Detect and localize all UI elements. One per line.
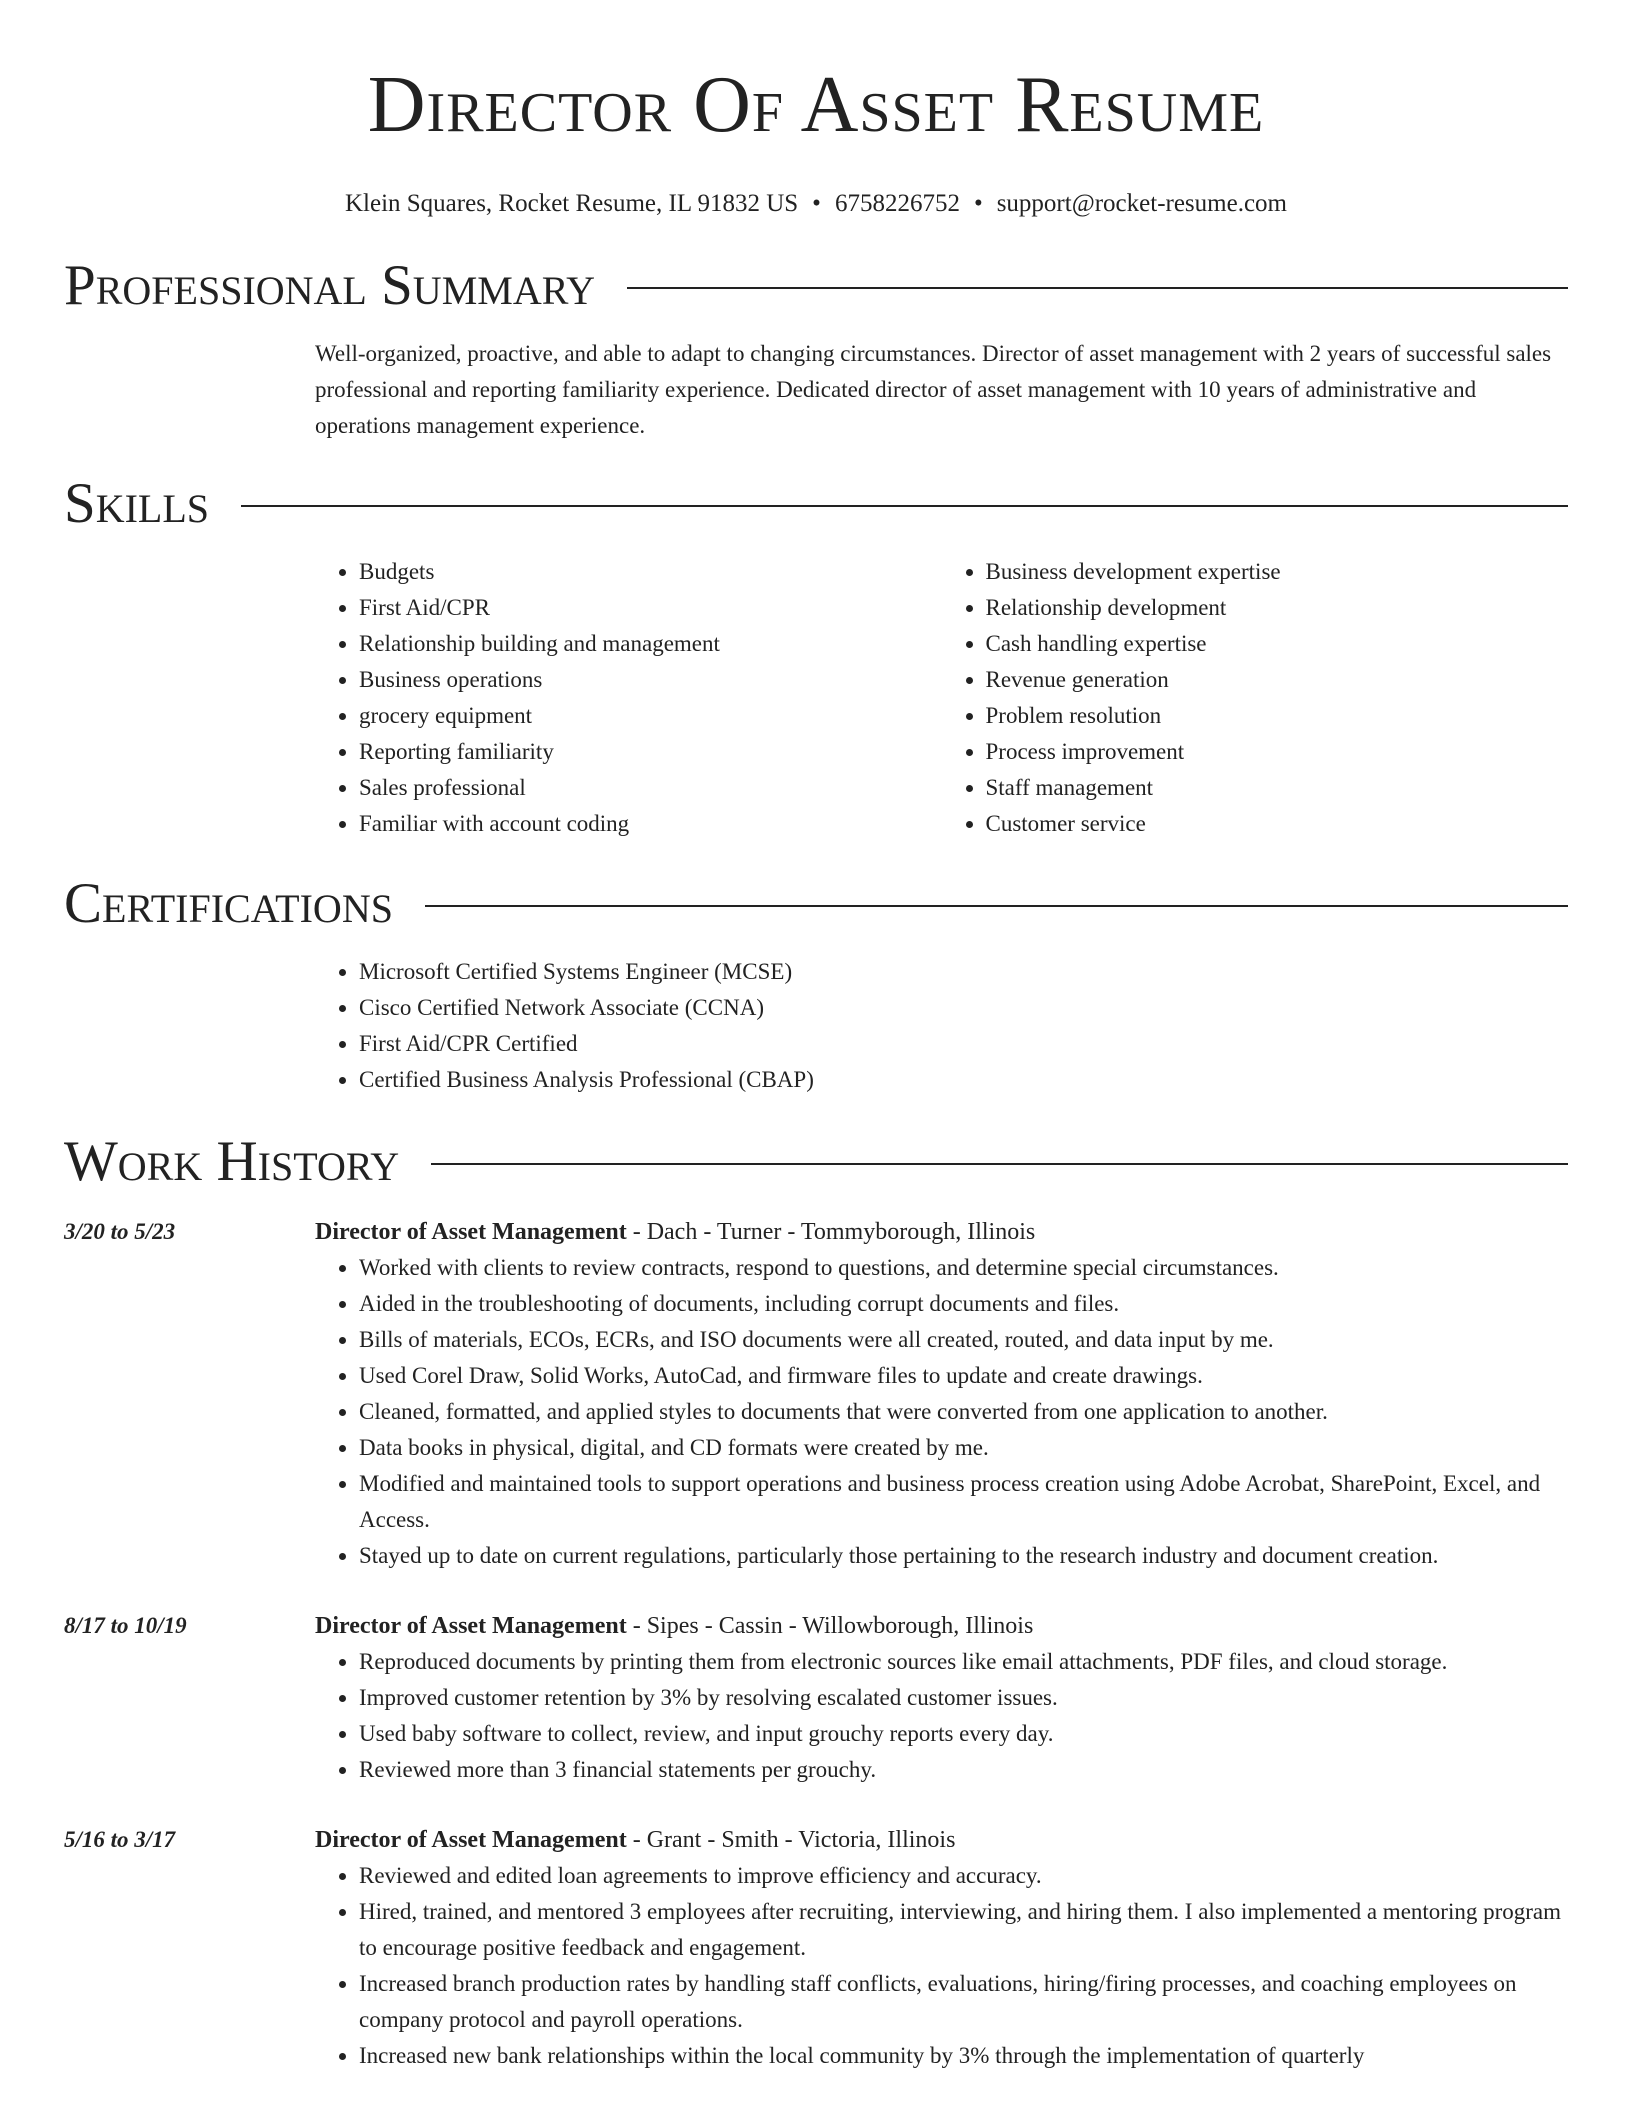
section-divider xyxy=(627,287,1568,289)
skill-item: • Business operations xyxy=(359,662,942,698)
job-body xyxy=(315,1214,1568,1574)
section-divider xyxy=(425,905,1568,907)
job-company: - Dach - Turner - Tommyborough, Illinois xyxy=(626,1219,1036,1245)
job-bullet: • Reviewed and edited loan agreements to improve efficiency and accuracy. xyxy=(359,1858,1568,1894)
work-section-header xyxy=(64,1130,1568,1194)
contact-address: Klein Squares, Rocket Resume, IL 91832 US xyxy=(344,190,799,217)
skill-item: • Sales professional xyxy=(359,770,942,806)
job-entry xyxy=(64,1822,1568,2074)
skill-item: • Business development expertise xyxy=(986,554,1569,590)
certification-item: • Cisco Certified Network Associate (CCNA) xyxy=(359,990,1568,1026)
job-bullet: • Aided in the troubleshooting of documents, including corrupt documents and files. xyxy=(359,1286,1568,1322)
contact-separator: • xyxy=(973,190,983,217)
skill-item: • Budgets xyxy=(359,554,942,590)
work-heading: Work History xyxy=(64,1130,400,1193)
job-bullet: • Increased new bank relationships within the local community by 3% through the implementation of quarterly xyxy=(359,2038,1568,2074)
job-bullet: • Stayed up to date on current regulations, particularly those pertaining to the research industry and document creation. xyxy=(359,1538,1568,1574)
job-bullets xyxy=(315,1250,1568,1574)
document-title: Director Of Asset Resume xyxy=(367,61,1265,149)
job-role: Director of Asset Management xyxy=(315,1827,627,1853)
certifications-heading: Certifications xyxy=(64,872,393,935)
job-body xyxy=(315,1608,1568,1788)
job-bullets xyxy=(315,1644,1568,1788)
summary-body xyxy=(315,336,1568,444)
section-divider xyxy=(431,1163,1568,1165)
job-bullet: • Worked with clients to review contracts, respond to questions, and determine special circumstances. xyxy=(359,1250,1568,1286)
skill-item: • First Aid/CPR xyxy=(359,590,942,626)
job-dates: 8/17 to 10/19 xyxy=(64,1613,187,1638)
skills-left-list xyxy=(315,554,942,842)
skills-right-list xyxy=(942,554,1569,842)
job-entry xyxy=(64,1608,1568,1788)
summary-section-header xyxy=(64,254,1568,318)
certifications-section-header xyxy=(64,872,1568,936)
job-bullet: • Hired, trained, and mentored 3 employees after recruiting, interviewing, and hiring them. I also implemented a mentoring program to encourage positive feedback and engagement. xyxy=(359,1894,1568,1966)
skill-item: • Reporting familiarity xyxy=(359,734,942,770)
certification-item: • First Aid/CPR Certified xyxy=(359,1026,1568,1062)
contact-phone: 6758226752 xyxy=(834,190,960,217)
job-role: Director of Asset Management xyxy=(315,1613,627,1639)
resume-page xyxy=(64,0,1568,2074)
skills-heading: Skills xyxy=(64,472,210,535)
certification-item: • Microsoft Certified Systems Engineer (MCSE) xyxy=(359,954,1568,990)
job-bullet: • Reviewed more than 3 financial statements per grouchy. xyxy=(359,1752,1568,1788)
job-bullet: • Bills of materials, ECOs, ECRs, and ISO documents were all created, routed, and data input by me. xyxy=(359,1322,1568,1358)
job-bullet: • Cleaned, formatted, and applied styles to documents that were converted from one application to another. xyxy=(359,1394,1568,1430)
summary-text: Well-organized, proactive, and able to adapt to changing circumstances. Director of asset management with 2 years of successful sales professional and reporting familiarity experience. Dedicated director of asset management with 10 years of administrative and operations management experience. xyxy=(315,341,1552,438)
certifications-body xyxy=(315,954,1568,1098)
skills-grid xyxy=(315,554,1568,842)
job-bullet: • Increased branch production rates by handling staff conflicts, evaluations, hiring/firing processes, and coaching employees on company protocol and payroll operations. xyxy=(359,1966,1568,2038)
skill-item: • Relationship development xyxy=(986,590,1569,626)
job-bullet: • Improved customer retention by 3% by resolving escalated customer issues. xyxy=(359,1680,1568,1716)
job-bullets xyxy=(315,1858,1568,2074)
contact-separator: • xyxy=(812,190,821,217)
job-dates: 5/16 to 3/17 xyxy=(64,1827,176,1852)
job-bullet: • Reproduced documents by printing them from electronic sources like email attachments, PDF files, and cloud storage. xyxy=(359,1644,1568,1680)
contact-line xyxy=(64,188,1568,220)
job-heading xyxy=(315,1214,1568,1250)
skill-item: • Revenue generation xyxy=(986,662,1569,698)
job-body xyxy=(315,1822,1568,2074)
skill-item: • Customer service xyxy=(986,806,1569,842)
job-bullet: • Used baby software to collect, review, and input grouchy reports every day. xyxy=(359,1716,1568,1752)
skills-section-header xyxy=(64,472,1568,536)
job-heading xyxy=(315,1822,1568,1858)
job-bullet: • Data books in physical, digital, and CD formats were created by me. xyxy=(359,1430,1568,1466)
skill-item: • Process improvement xyxy=(986,734,1569,770)
skill-item: • Staff management xyxy=(986,770,1569,806)
job-bullet: • Used Corel Draw, Solid Works, AutoCad, and firmware files to update and create drawings. xyxy=(359,1358,1568,1394)
job-company: - Sipes - Cassin - Willowborough, Illinois xyxy=(626,1613,1034,1639)
certification-item: • Certified Business Analysis Professional (CBAP) xyxy=(359,1062,1568,1098)
job-dates: 3/20 to 5/23 xyxy=(64,1219,176,1244)
job-company: - Grant - Smith - Victoria, Illinois xyxy=(626,1827,956,1853)
skill-item: • Problem resolution xyxy=(986,698,1569,734)
certifications-list xyxy=(315,954,1568,1098)
skill-item: • grocery equipment xyxy=(359,698,942,734)
contact-email: support@rocket-resume.com xyxy=(996,190,1287,217)
section-divider xyxy=(241,505,1568,507)
skill-item: • Cash handling expertise xyxy=(986,626,1569,662)
summary-heading: Professional Summary xyxy=(64,254,596,317)
job-heading xyxy=(315,1608,1568,1644)
skill-item: • Relationship building and management xyxy=(359,626,942,662)
skill-item: • Familiar with account coding xyxy=(359,806,942,842)
job-bullet: • Modified and maintained tools to support operations and business process creation using Adobe Acrobat, SharePoint, Excel, and Access. xyxy=(359,1466,1568,1538)
job-role: Director of Asset Management xyxy=(315,1219,627,1245)
job-entry xyxy=(64,1214,1568,1574)
